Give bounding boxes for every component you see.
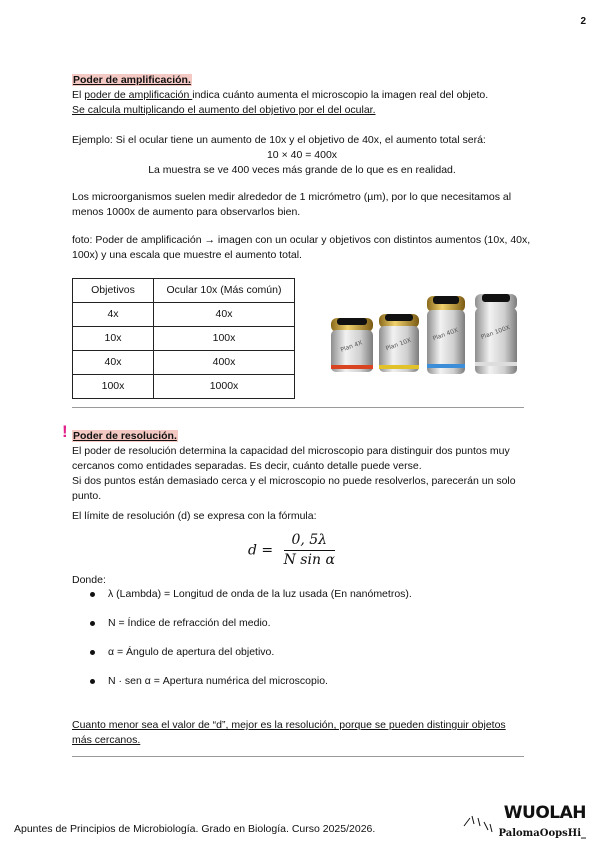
list-item [72,616,532,645]
objective-40x [427,296,465,374]
formula-numerator: 0, 5λ [284,533,335,551]
list-item [72,645,532,674]
section-divider [72,756,524,757]
table-cell: 40x [154,303,295,327]
footer-username: PalomaOopsHi_ [498,828,586,839]
formula-fraction [284,533,335,568]
amplification-heading: Poder de amplificación. [73,74,191,86]
table-row [73,327,295,351]
list-item-text: N · sen α = Apertura numérica del microscopio. [108,675,328,687]
resolution-section [72,429,532,504]
resolution-heading: Poder de resolución. [73,430,177,442]
resolution-para1: El poder de resolución determina la capacidad del microscopio para distinguir dos puntos muy cercanos como entidades separadas. Es decir, cuánto detalle puede verse. [72,445,510,472]
table-header: Objetivos [73,279,154,303]
bullet-icon [90,679,95,684]
amplification-section [72,73,532,118]
magnification-table [72,278,295,399]
color-band [331,365,373,369]
color-band [427,364,465,368]
example-block [72,133,532,178]
svg-text:Plan 100X: Plan 100X [480,324,511,342]
example-formula: 10 × 40 = 400x [266,149,338,161]
svg-text:Plan 4X: Plan 4X [339,339,364,354]
objective-lenses-image [325,290,525,382]
table-cell: 400x [154,351,295,375]
color-band [475,362,517,366]
calc-line: Se calcula multiplicando el aumento del objetivo por el del ocular. [72,104,376,116]
list-item [72,674,532,703]
intro-after: indica cuánto aumenta el microscopio la imagen real del objeto. [192,89,489,101]
list-item [72,587,532,616]
intro-link: poder de amplificación [84,89,193,101]
bullet-icon [90,650,95,655]
formula-intro: El límite de resolución (d) se expresa con la fórmula: [72,510,317,522]
table-cell: 100x [154,327,295,351]
example-line: Ejemplo: Si el ocular tiene un aumento de 10x y el objetivo de 40x, el aumento total será: [72,134,486,146]
resolution-para2: Si dos puntos están demasiado cerca y el microscopio no puede resolverlos, parecerán un solo punto. [72,475,516,502]
color-band [379,365,419,369]
objective-100x [475,294,517,374]
table-row [73,303,295,327]
important-marker: ! [62,422,68,441]
table-cell: 1000x [154,375,295,399]
formula-lhs: d = [248,542,274,559]
objective-4x [331,318,373,372]
svg-text:Plan 40X: Plan 40X [431,326,460,343]
svg-text:Plan 10X: Plan 10X [384,336,413,353]
table-row [73,351,295,375]
list-item-text: α = Ángulo de apertura del objetivo. [108,646,275,658]
microorganisms-text: Los microorganismos suelen medir alrededor de 1 micrómetro (µm), por lo que necesitamos al menos 1000x de aumento para observarlos bien. [72,191,512,218]
resolution-formula [248,533,335,568]
photo-note: foto: Poder de amplificación → imagen con un ocular y objetivos con distintos aumentos (10x, 40x, 100x) y una escala que muestre el aumento total. [72,234,531,261]
table-cell: 10x [73,327,154,351]
example-result: La muestra se ve 400 veces más grande de lo que es en realidad. [148,164,456,176]
table-row [73,375,295,399]
list-item-text: N = Índice de refracción del medio. [108,617,271,629]
section-divider [72,407,524,408]
table-cell: 40x [73,351,154,375]
table-header-row [73,279,295,303]
list-item-text: λ (Lambda) = Longitud de onda de la luz usada (En nanómetros). [108,588,412,600]
footer-text: Apuntes de Principios de Microbiología. Grado en Biología. Curso 2025/2026. [14,823,376,835]
page-number: 2 [580,16,586,27]
amplification-intro [72,88,532,103]
doodle-icon [462,812,496,836]
bullet-icon [90,621,95,626]
objective-10x [379,314,419,372]
resolution-conclusion: Cuanto menor sea el valor de “d”, mejor es la resolución, porque se pueden distinguir objetos más cercanos. [72,719,506,746]
table-header: Ocular 10x (Más común) [154,279,295,303]
bullet-icon [90,592,95,597]
table-cell: 100x [73,375,154,399]
wuolah-logo: WUOLAH [503,803,586,823]
intro-before: El [72,89,85,101]
table-cell: 4x [73,303,154,327]
definitions-list [72,587,532,703]
formula-denominator: N sin α [283,552,335,568]
donde-label: Donde: [72,574,106,586]
